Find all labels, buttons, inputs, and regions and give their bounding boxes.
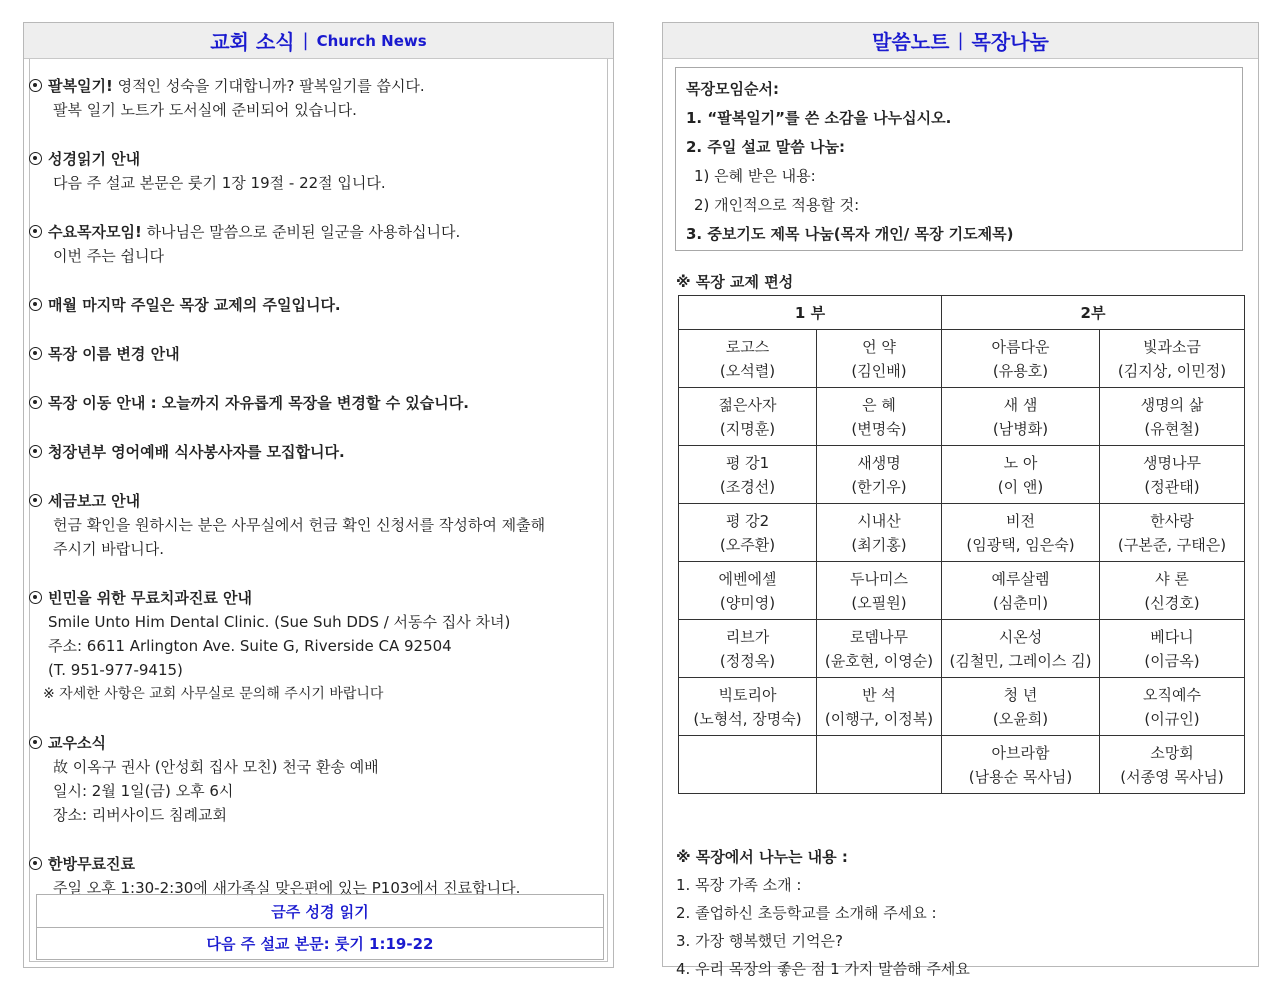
news-item-detail: 헌금 확인을 원하시는 분은 사무실에서 헌금 확인 신청서를 작성하여 제출해: [53, 516, 546, 534]
cell-group-name: 로고스: [725, 337, 770, 356]
cell-group-name: 에벤에셀: [718, 569, 777, 588]
meeting-order-line: 2) 개인적으로 적용할 것:: [694, 196, 860, 214]
news-item: [29, 74, 599, 122]
news-item-title-rest: 하나님은 말씀으로 준비된 일군을 사용하십니다.: [141, 223, 461, 241]
table-row: [679, 562, 1245, 620]
cell-group-name: 두나미스: [850, 569, 908, 588]
news-item-headline: [29, 293, 599, 317]
news-item: [29, 391, 599, 415]
header-service-1: 1 부: [679, 296, 942, 330]
cell-group-leader: (정정옥): [719, 651, 776, 670]
cell-group-name: 아름다운: [991, 337, 1050, 356]
cell-group-name: 청 년: [1003, 685, 1038, 704]
cell-group: [679, 562, 817, 620]
cell-group: [1100, 620, 1245, 678]
cell-group-name: 빛과소금: [1143, 337, 1201, 356]
news-item-detail: 장소: 리버사이드 침례교회: [53, 806, 227, 824]
news-item-headline: [29, 342, 599, 366]
cell-group-name: 베다니: [1150, 627, 1194, 646]
banner-separator: |: [302, 30, 309, 51]
news-item-detail: 다음 주 설교 본문은 룻기 1장 19절 - 22절 입니다.: [53, 174, 386, 192]
cell-group-leader: (윤호현, 이영순): [824, 651, 934, 670]
cell-group: [817, 678, 942, 736]
meeting-order-line: 2. 주일 설교 말씀 나눔:: [686, 138, 845, 156]
sermon-note-title: 말씀노트: [872, 30, 950, 54]
table-row: [679, 736, 1245, 794]
cell-group-name: 아브라함: [991, 743, 1050, 762]
cell-group: [942, 678, 1100, 736]
news-item: [29, 586, 599, 706]
cell-group: [817, 504, 942, 562]
bible-reading-title: 금주 성경 읽기: [271, 902, 369, 921]
cell-group-name: 샤 론: [1155, 569, 1189, 588]
cell-group: [942, 736, 1100, 794]
sharing-question: 3. 가장 행복했던 기억은?: [676, 932, 843, 950]
cell-group: [1100, 388, 1245, 446]
news-item-title: 목장 이동 안내 : 오늘까지 자유롭게 목장을 변경할 수 있습니다.: [48, 394, 469, 412]
news-item-detail: Smile Unto Him Dental Clinic. (Sue Suh DDS / 서동수 집사 차녀): [48, 613, 511, 631]
cell-group: [679, 388, 817, 446]
cell-group-leader: (이규인): [1144, 709, 1200, 728]
sharing-question: 4. 우리 목장의 좋은 점 1 가지 말씀해 주세요: [676, 960, 970, 978]
cell-group-name: 은 혜: [862, 395, 896, 414]
table-row: [679, 678, 1245, 736]
cell-group-leader: (유용호): [992, 361, 1049, 380]
news-item-title: 팔복일기!: [48, 77, 113, 95]
cell-group-name: 소망회: [1150, 743, 1194, 762]
cell-group: [817, 330, 942, 388]
sermon-note-panel: [662, 22, 1259, 978]
cell-group-name: 리브가: [725, 627, 770, 646]
news-item-headline: [29, 74, 599, 98]
news-item-title: 성경읽기 안내: [48, 150, 141, 168]
meeting-order-line: 1) 은혜 받은 내용:: [694, 167, 816, 185]
meeting-order-line: 1. “팔복일기”를 쓴 소감을 나누십시오.: [686, 109, 952, 127]
circle-bullet-icon: [29, 591, 42, 604]
cell-group: [817, 446, 942, 504]
cell-group-name: 빅토리아: [718, 685, 777, 704]
church-news-banner: [24, 23, 613, 59]
news-item-title: 세금보고 안내: [48, 492, 141, 510]
news-item-title: 청장년부 영어예배 식사봉사자를 모집합니다.: [48, 443, 345, 461]
news-item-detail: 故 이옥구 권사 (안성회 집사 모친) 천국 환송 예배: [53, 758, 379, 776]
cell-group-name: 한사랑: [1150, 511, 1194, 530]
news-item-headline: [29, 489, 599, 513]
sharing-title: ※ 목장에서 나누는 내용 :: [676, 848, 848, 866]
next-sermon-text: 다음 주 설교 본문: 룻기 1:19-22: [37, 927, 603, 959]
cell-group: [1100, 562, 1245, 620]
cell-group: [1100, 678, 1245, 736]
cell-group-leader: (서종영 목사님): [1120, 767, 1224, 786]
cell-group-leader: (남병화): [992, 419, 1049, 438]
cell-group: [1100, 736, 1245, 794]
cell-group-leader: (신경호): [1144, 593, 1200, 612]
cell-group: [942, 620, 1100, 678]
cell-group: [1100, 446, 1245, 504]
cell-group-name: 생명나무: [1143, 453, 1201, 472]
cell-group-name: 시내산: [857, 511, 901, 530]
church-news-panel: [23, 22, 614, 968]
news-item-headline: [29, 147, 599, 171]
table-row: [679, 388, 1245, 446]
news-item-headline: [29, 440, 599, 464]
cell-group: [817, 562, 942, 620]
circle-bullet-icon: [29, 347, 42, 360]
cell-group-name: 로뎀나무: [850, 627, 908, 646]
cell-group-leader: (변명숙): [851, 419, 907, 438]
cell-group-leader: (조경선): [719, 477, 776, 496]
header-service-2: 2부: [942, 296, 1245, 330]
news-item-note: ※ 자세한 사항은 교회 사무실로 문의해 주시기 바랍니다: [43, 686, 384, 702]
cell-group-name: 젊은사자: [718, 395, 777, 414]
news-item-detail: (T. 951-977-9415): [48, 661, 183, 679]
cell-group-leader: (김인배): [851, 361, 907, 380]
cell-group: [679, 504, 817, 562]
cell-group-leader: (남용순 목사님): [968, 767, 1073, 786]
sharing-question: 1. 목장 가족 소개 :: [676, 876, 802, 894]
cell-group-name: 평 강1: [725, 453, 770, 472]
cell-group: [942, 330, 1100, 388]
cell-group-leader: (구본준, 구태은): [1117, 535, 1227, 554]
cell-group-leader: (이 앤): [997, 477, 1044, 496]
banner-separator: |: [957, 30, 964, 51]
news-item-detail: 팔복 일기 노트가 도서실에 준비되어 있습니다.: [53, 101, 357, 119]
circle-bullet-icon: [29, 79, 42, 92]
cell-group: [679, 736, 817, 794]
cell-group: [1100, 330, 1245, 388]
cell-group-name: 새 샘: [1003, 395, 1038, 414]
cell-group-name: 언 약: [862, 337, 896, 356]
table-row: [679, 446, 1245, 504]
news-item: [29, 489, 599, 561]
news-item-title-rest: 영적인 성숙을 기대합니까? 팔복일기를 씁시다.: [112, 77, 425, 95]
news-item: [29, 731, 599, 827]
cell-group-name: 예루살렘: [991, 569, 1050, 588]
circle-bullet-icon: [29, 445, 42, 458]
sharing-section: [676, 843, 970, 983]
circle-bullet-icon: [29, 736, 42, 749]
bible-reading-box: [36, 894, 604, 960]
news-item-title: 수요목자모임!: [48, 223, 142, 241]
cell-group: [679, 678, 817, 736]
cell-assignment-table: [678, 295, 1245, 794]
cell-group: [1100, 504, 1245, 562]
cell-group-leader: (이행구, 이정복): [824, 709, 934, 728]
cell-group-name: 새생명: [857, 453, 901, 472]
cell-group-leader: (이금옥): [1144, 651, 1200, 670]
cell-assignment-title: ※ 목장 교제 편성: [676, 273, 794, 291]
news-item-detail: 주시기 바랍니다.: [53, 540, 164, 558]
circle-bullet-icon: [29, 298, 42, 311]
cell-group-leader: (양미영): [719, 593, 776, 612]
news-item-detail: 일시: 2월 1일(금) 오후 6시: [53, 782, 234, 800]
news-item: [29, 220, 599, 268]
cell-group-name: 오직예수: [1143, 685, 1201, 704]
table-row: [679, 504, 1245, 562]
circle-bullet-icon: [29, 396, 42, 409]
cell-group-leader: (오주환): [719, 535, 776, 554]
news-item-headline: [29, 391, 599, 415]
meeting-order-title: 목장모임순서:: [686, 80, 779, 98]
cell-sharing-title: 목장나눔: [971, 30, 1049, 54]
meeting-order-line: 3. 중보기도 제목 나눔(목자 개인/ 목장 기도제목): [686, 225, 1014, 243]
cell-group: [679, 620, 817, 678]
news-item: [29, 147, 599, 195]
table-row: [679, 620, 1245, 678]
news-item-title: 한방무료진료: [48, 855, 135, 873]
cell-group: [817, 620, 942, 678]
cell-group-leader: (노형석, 장명숙): [693, 709, 802, 728]
cell-group-leader: (지명훈): [719, 419, 776, 438]
sermon-note-banner: [663, 23, 1258, 59]
news-item-headline: [29, 852, 599, 876]
cell-group: [942, 562, 1100, 620]
church-news-subtitle: Church News: [316, 31, 427, 50]
meeting-order-box: [675, 67, 1243, 251]
news-item-title: 목장 이름 변경 안내: [48, 345, 180, 363]
sharing-question: 2. 졸업하신 초등학교를 소개해 주세요 :: [676, 904, 937, 922]
circle-bullet-icon: [29, 857, 42, 870]
cell-group-name: 노 아: [1003, 453, 1038, 472]
news-item-headline: [29, 586, 599, 610]
cell-group: [817, 736, 942, 794]
cell-group-name: 평 강2: [725, 511, 770, 530]
news-item-detail: 주소: 6611 Arlington Ave. Suite G, Riverside CA 92504: [48, 637, 452, 655]
news-item-headline: [29, 220, 599, 244]
church-news-title: 교회 소식: [210, 30, 295, 54]
news-item-title: 매월 마지막 주일은 목장 교제의 주일입니다.: [48, 296, 341, 314]
cell-group-leader: (오필원): [851, 593, 907, 612]
cell-group-leader: (정관태): [1144, 477, 1200, 496]
cell-group-leader: (유현철): [1144, 419, 1200, 438]
news-item-detail: 이번 주는 쉽니다: [53, 247, 164, 265]
cell-group-name: 생명의 삶: [1140, 395, 1204, 414]
cell-group: [942, 446, 1100, 504]
cell-group: [679, 330, 817, 388]
cell-group-leader: (김지상, 이민정): [1117, 361, 1227, 380]
cell-group: [817, 388, 942, 446]
circle-bullet-icon: [29, 494, 42, 507]
cell-group: [679, 446, 817, 504]
cell-group: [942, 504, 1100, 562]
news-list: [29, 74, 599, 925]
cell-group-leader: (임광택, 임은숙): [966, 535, 1075, 554]
circle-bullet-icon: [29, 152, 42, 165]
news-item: [29, 293, 599, 317]
cell-group-leader: (한기우): [851, 477, 907, 496]
cell-group-leader: (오윤희): [992, 709, 1049, 728]
news-item: [29, 440, 599, 464]
table-header-row: [679, 296, 1245, 330]
news-item: [29, 342, 599, 366]
cell-group-name: 시온성: [998, 627, 1043, 646]
news-item: [29, 852, 599, 900]
cell-group-leader: (최기홍): [851, 535, 907, 554]
news-item-title: 교우소식: [48, 734, 106, 752]
news-item-headline: [29, 731, 599, 755]
cell-group-leader: (심춘미): [992, 593, 1049, 612]
cell-group: [942, 388, 1100, 446]
cell-group-name: 반 석: [862, 685, 896, 704]
news-item-title: 빈민을 위한 무료치과진료 안내: [48, 589, 253, 607]
table-row: [679, 330, 1245, 388]
circle-bullet-icon: [29, 225, 42, 238]
cell-group-leader: (김철민, 그레이스 김): [949, 651, 1092, 670]
cell-group-leader: (오석렬): [719, 361, 776, 380]
news-item-detail: 주일 오후 1:30-2:30에 새가족실 맞은편에 있는 P103에서 진료합니다.: [53, 879, 521, 897]
cell-group-name: 비전: [1006, 511, 1035, 530]
